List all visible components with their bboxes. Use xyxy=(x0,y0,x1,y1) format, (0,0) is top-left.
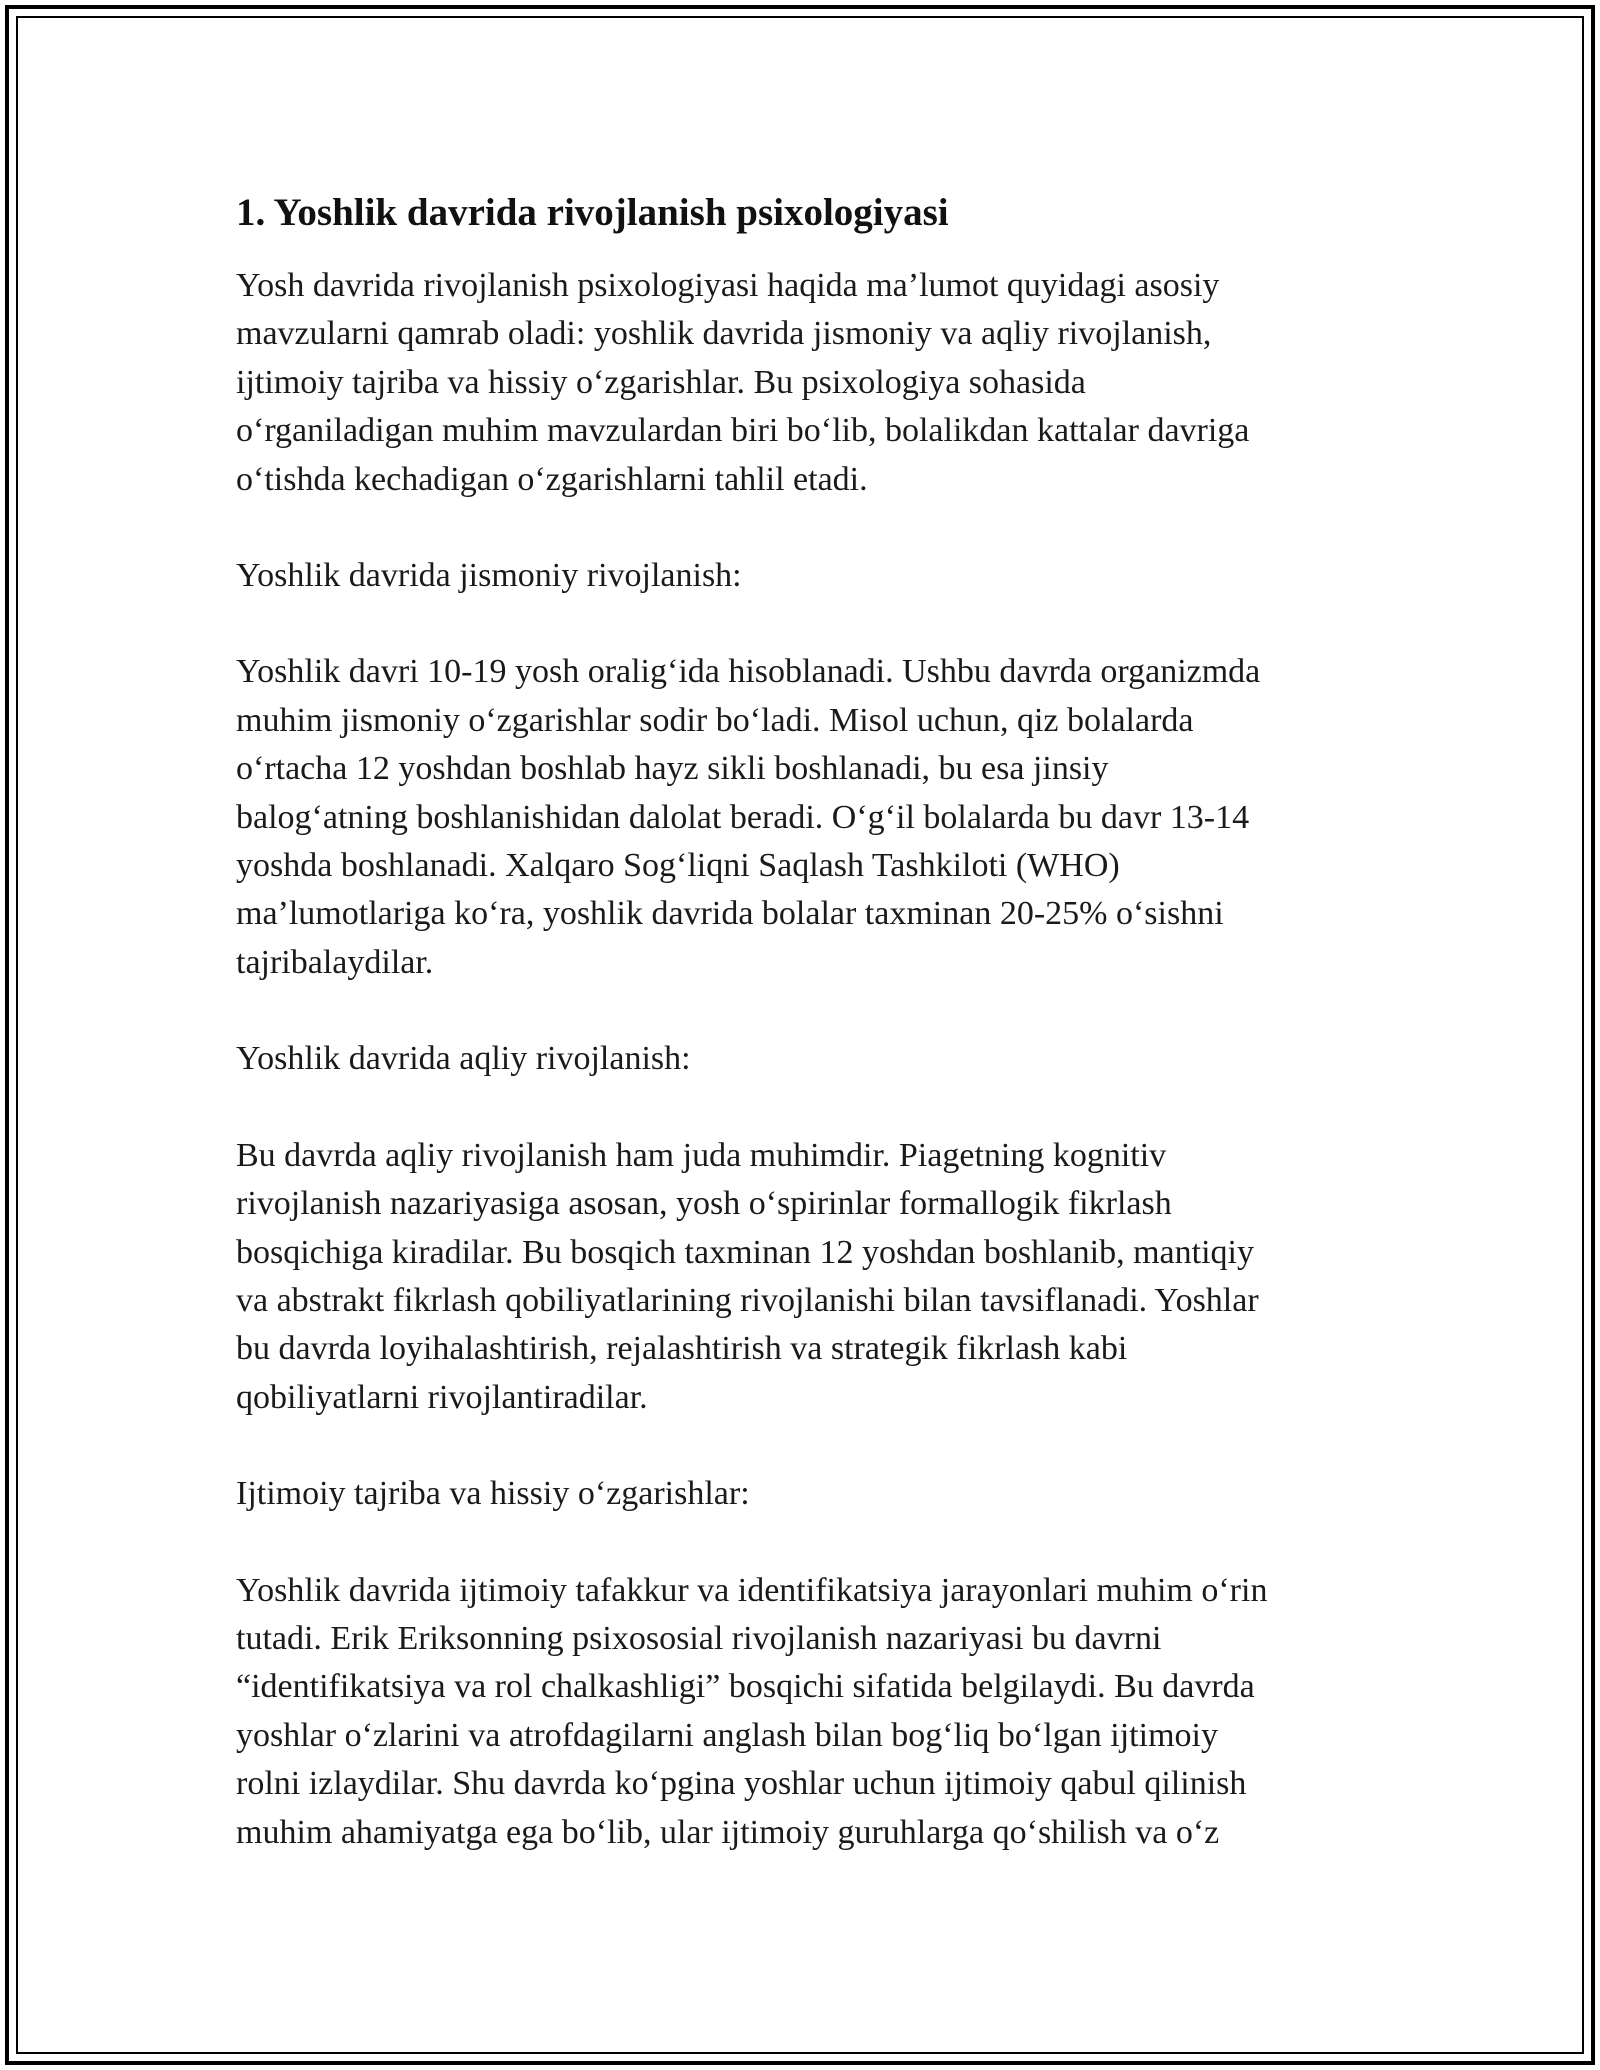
text-line: yoshda boshlanadi. Xalqaro Sog‘liqni Saqlash Tashkiloti (WHO) xyxy=(236,847,1120,885)
paragraph-intro xyxy=(236,262,1376,504)
text-line: tutadi. Erik Eriksonning psixososial rivojlanish nazariyasi bu davrni xyxy=(236,1619,1162,1657)
text-line: balog‘atning boshlanishidan dalolat beradi. O‘g‘il bolalarda bu davr 13-14 xyxy=(236,798,1250,836)
subheading-physical xyxy=(236,552,1376,600)
text-line: tajribalaydilar. xyxy=(236,943,434,981)
text-line: o‘rtacha 12 yoshdan boshlab hayz sikli boshlanadi, bu esa jinsiy xyxy=(236,750,1109,788)
paragraph-physical xyxy=(236,648,1376,987)
text-line: Yosh davrida rivojlanish psixologiyasi haqida ma’lumot quyidagi asosiy xyxy=(236,267,1220,304)
document-body xyxy=(236,186,1376,1905)
section-heading: 1. Yoshlik davrida rivojlanish psixologiyasi xyxy=(236,191,949,234)
text-line: Yoshlik davrida aqliy rivojlanish: xyxy=(236,1040,691,1078)
text-line: Bu davrda aqliy rivojlanish ham juda muhimdir. Piagetning kognitiv xyxy=(236,1136,1167,1174)
text-line: bu davrda loyihalashtirish, rejalashtirish va strategik fikrlash kabi xyxy=(236,1330,1128,1368)
text-line: yoshlar o‘zlarini va atrofdagilarni anglash bilan bog‘liq bo‘lgan ijtimoiy xyxy=(236,1716,1218,1754)
text-line: Yoshlik davri 10-19 yosh oralig‘ida hisoblanadi. Ushbu davrda organizmda xyxy=(236,653,1261,691)
text-line: Ijtimoiy tajriba va hissiy o‘zgarishlar: xyxy=(236,1475,750,1513)
paragraph-cognitive xyxy=(236,1132,1376,1422)
text-line: rivojlanish nazariyasiga asosan, yosh o‘spirinlar formallogik fikrlash xyxy=(236,1185,1172,1223)
paragraph-social xyxy=(236,1567,1376,1857)
subheading-social xyxy=(236,1470,1376,1518)
text-line: ma’lumotlariga ko‘ra, yoshlik davrida bolalar taxminan 20-25% o‘sishni xyxy=(236,895,1224,933)
text-line: “identifikatsiya va rol chalkashligi” bosqichi sifatida belgilaydi. Bu davrda xyxy=(236,1668,1255,1706)
text-line: muhim jismoniy o‘zgarishlar sodir bo‘ladi. Misol uchun, qiz bolalarda xyxy=(236,701,1194,739)
subheading-cognitive xyxy=(236,1035,1376,1083)
text-line: Yoshlik davrida jismoniy rivojlanish: xyxy=(236,557,742,595)
text-line: Yoshlik davrida ijtimoiy tafakkur va identifikatsiya jarayonlari muhim o‘rin xyxy=(236,1571,1268,1609)
text-line: ijtimoiy tajriba va hissiy o‘zgarishlar. Bu psixologiya sohasida xyxy=(236,363,1086,401)
text-line: rolni izlaydilar. Shu davrda ko‘pgina yoshlar uchun ijtimoiy qabul qilinish xyxy=(236,1765,1247,1803)
text-line: qobiliyatlarni rivojlantiradilar. xyxy=(236,1378,648,1416)
text-line: va abstrakt fikrlash qobiliyatlarining rivojlanishi bilan tavsiflanadi. Yoshlar xyxy=(236,1281,1259,1319)
text-line: o‘tishda kechadigan o‘zgarishlarni tahlil etadi. xyxy=(236,460,868,498)
text-line: muhim ahamiyatga ega bo‘lib, ular ijtimoiy guruhlarga qo‘shilish va o‘z xyxy=(236,1813,1220,1851)
text-line: mavzularni qamrab oladi: yoshlik davrida jismoniy va aqliy rivojlanish, xyxy=(236,315,1212,353)
text-line: bosqichiga kiradilar. Bu bosqich taxminan 12 yoshdan boshlanib, mantiqiy xyxy=(236,1233,1254,1271)
text-line: o‘rganiladigan muhim mavzulardan biri bo‘lib, bolalikdan kattalar davriga xyxy=(236,412,1250,450)
